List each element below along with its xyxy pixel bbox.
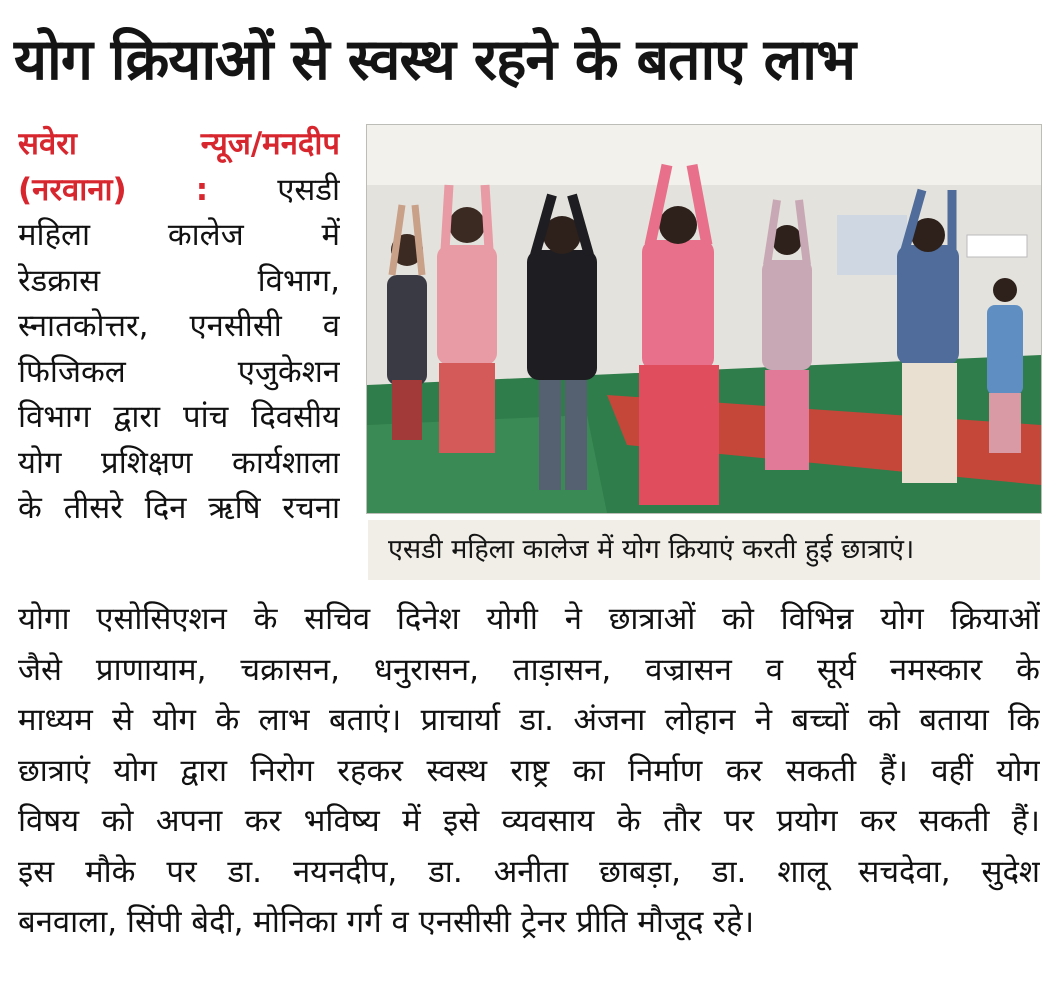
body-line: माध्यम से योग के लाभ बताएं। प्राचार्या डा. अंजना लोहान ने बच्चों को बताया कि <box>18 702 1040 738</box>
byline-source: सवेरा न्यूज/मनदीप <box>18 126 340 162</box>
intro-line: एसडी <box>277 171 340 208</box>
byline-location: (नरवाना) <box>18 171 127 208</box>
body-line: जैसे प्राणायाम, चक्रासन, धनुरासन, ताड़ासन, वज्रासन व सूर्य नमस्कार के <box>18 651 1040 688</box>
article-body <box>18 594 1040 948</box>
intro-line: फिजिकल एजुकेशन <box>18 353 340 390</box>
headline: योग क्रियाओं से स्वस्थ रहने के बताए लाभ <box>14 27 856 93</box>
body-line: विषय को अपना कर भविष्य में इसे व्यवसाय के तौर पर प्रयोग कर सकती हैं। <box>18 803 1040 839</box>
caption-box <box>368 520 1040 580</box>
body-line-last: बनवाला, सिंपी बेदी, मोनिका गर्ग व एनसीसी ट्रेनर प्रीति मौजूद रहे। <box>18 904 755 940</box>
intro-line: रेडक्रास विभाग, <box>18 262 340 299</box>
student-figure-6 <box>897 190 959 483</box>
student-figure-5 <box>762 200 812 470</box>
yoga-photo-illustration <box>367 125 1041 513</box>
news-photo <box>366 124 1042 514</box>
intro-column <box>18 122 340 532</box>
body-line: छात्राएं योग द्वारा निरोग रहकर स्वस्थ राष्ट्र का निर्माण कर सकती हैं। वहीं योग <box>18 752 1040 789</box>
student-figure-2 <box>437 185 497 453</box>
student-figure-4 <box>639 165 719 505</box>
body-line: इस मौके पर डा. नयनदीप, डा. अनीता छाबड़ा, डा. शालू सचदेवा, सुदेश <box>18 853 1040 890</box>
byline-row <box>18 168 340 214</box>
photo-caption: एसडी महिला कालेज में योग क्रियाएं करती हुई छात्राएं। <box>388 534 915 565</box>
intro-line: स्नातकोत्तर, एनसीसी व <box>18 308 340 344</box>
intro-line: के तीसरे दिन ऋषि रचना <box>18 490 340 526</box>
intro-line: विभाग द्वारा पांच दिवसीय <box>18 399 340 435</box>
byline-colon: : <box>195 171 209 208</box>
intro-line: योग प्रशिक्षण कार्यशाला <box>18 444 340 481</box>
intro-line: महिला कालेज में <box>18 217 340 253</box>
body-line: योगा एसोसिएशन के सचिव दिनेश योगी ने छात्राओं को विभिन्न योग क्रियाओं <box>18 601 1040 637</box>
